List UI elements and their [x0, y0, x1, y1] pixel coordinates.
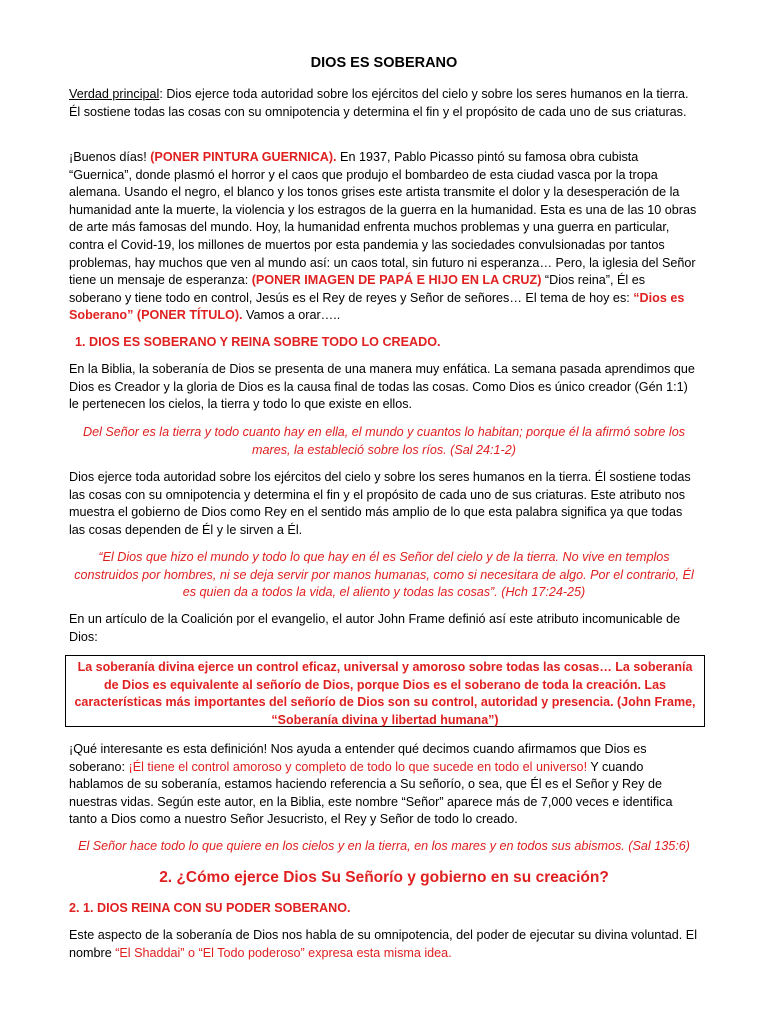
- intro-text-1: ¡Buenos días!: [69, 150, 151, 164]
- main-truth-label: Verdad principal: [69, 87, 160, 101]
- main-truth-text: : Dios ejerce toda autoridad sobre los ejércitos del cielo y sobre los seres humanos en la tierra. Él sostiene todas las cosas con su omnipotencia y determina el fin y el propósito de cada uno de sus criaturas.: [69, 87, 689, 119]
- section-2-paragraph-1: [69, 927, 699, 962]
- quote-acts-17: “El Dios que hizo el mundo y todo lo que hay en él es Señor del cielo y de la tierra. No vive en templos construidos por hombres, ni se deja servir por manos humanas, como si necesitara de algo. Por el contrario, Él es quien da a todos la vida, el aliento y todas las cosas”. (Hch 17:24-25): [74, 550, 694, 600]
- section-2-text: Este aspecto de la soberanía de Dios nos habla de su omnipotencia, del poder de ejecutar su divina voluntad. El nombre: [69, 928, 697, 960]
- definition-text-2: Y cuando hablamos de su soberanía, estamos haciendo referencia a Su señorío, o sea, que Él es el Señor y Rey de nuestras vidas. Según este autor, en la Biblia, este nombre “Señor” aparece más de 7,000 veces e identifica tanto a Dios como a nuestro Señor Jesucristo, el Rey y Señor de todo lo creado.: [69, 759, 673, 827]
- quote-psalm-135: El Señor hace todo lo que quiere en los cielos y en la tierra, en los mares y en todos sus abismos. (Sal 135:6): [78, 839, 690, 853]
- intro-note-image: (PONER IMAGEN DE PAPÁ E HIJO EN LA CRUZ): [251, 273, 542, 288]
- quote-psalm-24: Del Señor es la tierra y todo cuanto hay en ella, el mundo y cuantos lo habitan; porque él la afirmó sobre los mares, la estableció sobre los ríos. (Sal 24:1-2): [82, 425, 686, 457]
- section-1-paragraph-3: En un artículo de la Coalición por el evangelio, el autor John Frame definió así este atributo incomunicable de Dios:: [69, 612, 681, 644]
- section-1-heading: 1. DIOS ES SOBERANO Y REINA SOBRE TODO LO CREADO.: [75, 335, 441, 349]
- section-1-paragraph-4: [69, 741, 699, 829]
- intro-note-title: “Dios es Soberano” (PONER TÍTULO).: [69, 290, 685, 323]
- main-truth-paragraph: [69, 86, 699, 121]
- section-2-heading: 2. ¿Cómo ejerce Dios Su Señorío y gobierno en su creación?: [159, 869, 609, 886]
- section-2-1-heading: 2. 1. DIOS REINA CON SU PODER SOBERANO.: [69, 901, 351, 915]
- intro-text-4: Vamos a orar…..: [242, 308, 341, 323]
- el-shaddai-highlight: “El Shaddai” o “El Todo poderoso” expresa esta misma idea.: [115, 945, 452, 960]
- intro-text-3: “Dios reina”, Él es soberano y tiene todo en control, Jesús es el Rey de reyes y Señor de señores… El tema de hoy es:: [69, 273, 646, 305]
- definition-highlight: ¡Él tiene el control amoroso y completo de todo lo que sucede en todo el universo!: [128, 759, 588, 774]
- john-frame-quote-box: La soberanía divina ejerce un control eficaz, universal y amoroso sobre todas las cosas… La soberanía de Dios es equivalente al señorío de Dios, porque Dios es el soberano de toda la creación. Las características más importantes del señorío de Dios son su control, autoridad y presencia. (John Frame, “Soberanía divina y libertad humana”): [65, 655, 705, 727]
- intro-note-guernica: (PONER PINTURA GUERNICA).: [150, 150, 337, 164]
- document-title: DIOS ES SOBERANO: [310, 55, 458, 71]
- section-1-paragraph-2: Dios ejerce toda autoridad sobre los ejércitos del cielo y sobre los seres humanos en la tierra. Él sostiene todas las cosas con su omnipotencia y determina el fin y el propósito de cada uno de sus criaturas. Este atributo nos muestra el gobierno de Dios como Rey en el sentido más amplio de lo que esta palabra significa ya que todas las cosas dependen de Él y le sirven a Él.: [69, 470, 691, 537]
- section-1-paragraph-1: En la Biblia, la soberanía de Dios se presenta de una manera muy enfática. La semana pasada aprendimos que Dios es Creador y la gloria de Dios es la causa final de todas las cosas. Como Dios es único creador (Gén 1:1) le pertenecen los cielos, la tierra y todo lo que existe en ellos.: [69, 362, 695, 412]
- definition-text-1: ¡Qué interesante es esta definición! Nos ayuda a entender qué decimos cuando afirmamos que Dios es soberano:: [69, 742, 647, 774]
- intro-text-2: En 1937, Pablo Picasso pintó su famosa obra cubista “Guernica”, donde plasmó el horror y el caos que produjo el bombardeo de esta ciudad vasca por la tropa alemana. Usando el negro, el blanco y los tonos grises este artista transmite el dolor y la desesperación de la humanidad ante la muerte, la violencia y los estragos de la guerra en la humanidad. Esta es una de las 10 obras de arte más famosas del mundo. Hoy, la humanidad enfrenta muchos problemas y una guerra en particular, contra el Covid-19, los millones de muertos por esta pandemia y las sociedades convulsionadas por tantos problemas, hay muchos que ven al mundo así: un caos total, sin futuro ni esperanza… Pero, la iglesia del Señor tiene un mensaje de esperanza:: [69, 150, 697, 288]
- intro-paragraph: [69, 149, 699, 325]
